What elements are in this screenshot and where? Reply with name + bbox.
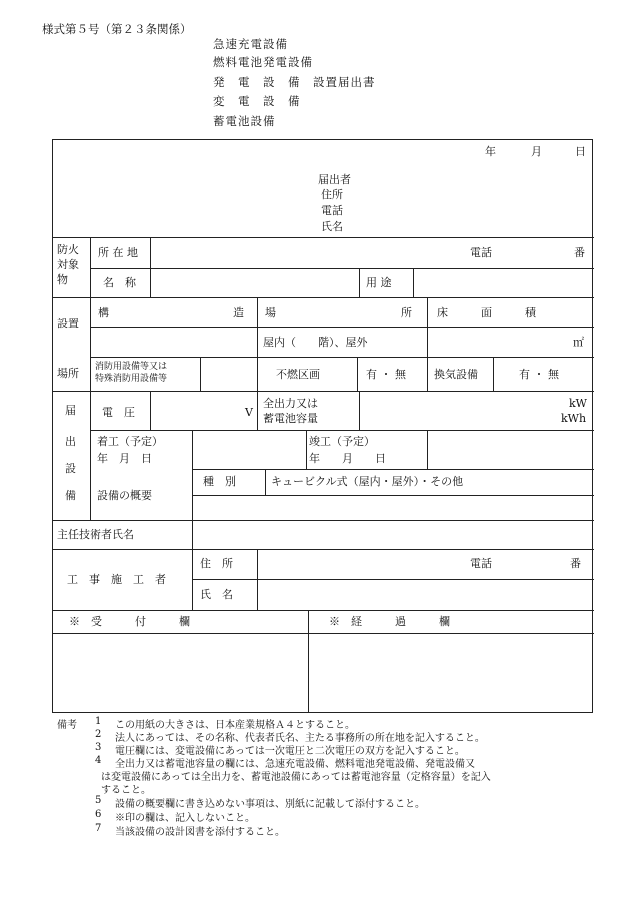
notifier-label: 届出者 <box>318 173 351 186</box>
form-number: 様式第５号（第２３条関係） <box>42 22 192 36</box>
note-text: この用紙の大きさは、日本産業規格Ａ４とすること。 <box>115 720 355 731</box>
equipment-summary-label: 設備の概要 <box>97 489 152 502</box>
ventilation-label: 換気設備 <box>434 368 478 381</box>
fire-target-label-3: 物 <box>57 273 68 286</box>
location-label: 所 在 地 <box>98 246 138 259</box>
form-table <box>52 139 593 713</box>
contractor-phone-suffix: 番 <box>570 557 581 570</box>
note-number: 4 <box>95 755 102 766</box>
installation-label-top: 設置 <box>57 317 79 330</box>
note-item4-continuation-1: は変電設備にあっては全出力を、蓄電池設備にあっては蓄電池容量（定格容量）を記入 <box>101 772 491 783</box>
note-text: 電圧欄には、変電設備にあっては一次電圧と二次電圧の双方を記入すること。 <box>115 746 465 757</box>
output-label-1: 全出力又は <box>263 397 318 410</box>
contractor-name-label: 氏 名 <box>200 588 233 601</box>
contractor-address-label: 住 所 <box>200 557 233 570</box>
progress-label: ※ 経 過 欄 <box>329 615 450 628</box>
structure-label: 構 <box>98 306 109 319</box>
date-year-label: 年 <box>485 145 496 158</box>
date-day-label: 日 <box>575 145 586 158</box>
fire-equipment-label-2: 特殊消防用設備等 <box>95 374 168 384</box>
note-text: ※印の欄は、記入しないこと。 <box>115 813 255 824</box>
title-line-rapid-charging: 急速充電設備 <box>213 37 288 51</box>
note-number: 1 <box>95 716 102 727</box>
output-label-2: 蓄電池容量 <box>263 412 318 425</box>
structure-label-2: 造 <box>233 306 244 319</box>
use-label: 用 途 <box>366 276 392 289</box>
fire-target-label-2: 対象 <box>57 258 79 271</box>
contractor-label: 工 事 施 工 者 <box>67 573 166 586</box>
note-text: 設備の概要欄に書き込めない事項は、別紙に記載して添付すること。 <box>115 799 425 810</box>
title-line-battery: 蓄電池設備 <box>213 114 276 128</box>
complete-date-label-2: 年 月 日 <box>309 452 386 465</box>
voltage-label: 電 圧 <box>102 406 135 419</box>
type-value: キュービクル式（屋内・屋外）・その他 <box>271 475 464 488</box>
notifier-phone-label: 電話 <box>321 204 343 217</box>
fire-target-phone-suffix: 番 <box>574 246 585 259</box>
note-number: 2 <box>95 729 102 740</box>
ventilation-presence-choice: 有 ・ 無 <box>519 368 559 381</box>
fire-equipment-label-1: 消防用設備等又は <box>95 362 168 372</box>
start-date-label-1: 着工（予定） <box>97 435 163 448</box>
title-line-fuel-cell: 燃料電池発電設備 <box>213 55 313 69</box>
note-number: 5 <box>95 795 102 806</box>
type-label: 種 別 <box>203 475 236 488</box>
voltage-unit: V <box>245 406 253 419</box>
notifier-name-label: 氏名 <box>321 220 343 233</box>
title-line-substation: 変 電 設 備 <box>213 94 301 108</box>
note-number: 7 <box>95 823 102 834</box>
noncombustible-presence-choice: 有 ・ 無 <box>366 368 406 381</box>
start-date-label-2: 年 月 日 <box>97 452 152 465</box>
fire-target-label-1: 防火 <box>57 243 79 256</box>
equipment-label-3: 設 <box>65 462 76 475</box>
note-number: 6 <box>95 809 102 820</box>
indoor-outdoor-field: 屋内（ 階）、屋外 <box>263 336 368 349</box>
area-unit: ㎡ <box>573 336 584 349</box>
title-line-generator: 発 電 設 備 設置届出書 <box>213 75 376 89</box>
installation-label-bottom: 場所 <box>57 367 79 380</box>
chief-engineer-label: 主任技術者氏名 <box>57 528 134 541</box>
floor-area-label: 床 面 積 <box>437 306 536 319</box>
note-number: 3 <box>95 742 102 753</box>
unit-kw: kW <box>569 397 587 410</box>
reception-label: ※ 受 付 欄 <box>69 615 190 628</box>
date-month-label: 月 <box>531 145 542 158</box>
unit-kwh: kWh <box>561 412 587 425</box>
place-label-2: 所 <box>401 306 412 319</box>
contractor-phone-label: 電話 <box>470 557 492 570</box>
equipment-label-2: 出 <box>65 435 76 448</box>
note-text: 当該設備の設計図書を添付すること。 <box>115 827 285 838</box>
note-text: 全出力又は蓄電池容量の欄には、急速充電設備、燃料電池発電設備、発電設備又 <box>115 759 475 770</box>
target-name-label: 名 称 <box>103 276 136 289</box>
noncombustible-area-label: 不燃区画 <box>276 368 320 381</box>
complete-date-label-1: 竣工（予定） <box>309 435 375 448</box>
equipment-label-4: 備 <box>65 489 76 502</box>
equipment-label-1: 届 <box>65 404 76 417</box>
place-label: 場 <box>265 306 276 319</box>
note-text: 法人にあっては、その名称、代表者氏名、主たる事務所の所在地を記入すること。 <box>115 733 485 744</box>
fire-target-phone-label: 電話 <box>470 246 492 259</box>
note-item4-continuation-2: すること。 <box>101 785 151 796</box>
notes-label: 備考 <box>57 720 77 731</box>
notifier-address-label: 住所 <box>321 188 343 201</box>
